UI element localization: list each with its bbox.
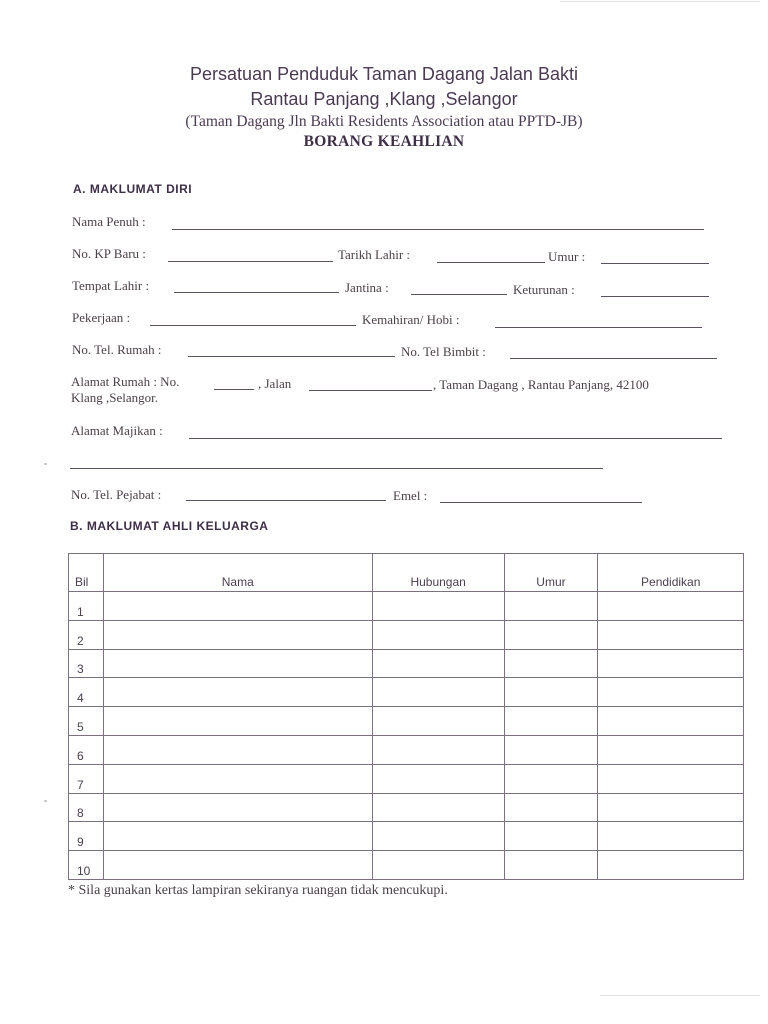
- cell-umur[interactable]: [504, 764, 598, 793]
- field-alamat-jalan[interactable]: [309, 390, 432, 391]
- cell-nama[interactable]: [103, 822, 372, 851]
- table-row: [69, 735, 744, 764]
- label-nama-penuh: Nama Penuh :: [72, 214, 146, 229]
- cell-pendidikan[interactable]: [598, 707, 744, 736]
- field-keturunan[interactable]: [601, 296, 709, 297]
- field-alamat-majikan[interactable]: [189, 438, 722, 439]
- row-number: 5: [69, 707, 104, 736]
- label-umur: Umur :: [548, 249, 586, 264]
- row-number: 10: [69, 851, 104, 880]
- cell-hubungan[interactable]: [372, 822, 504, 851]
- label-no-tel-pejabat: No. Tel. Pejabat :: [71, 487, 162, 502]
- field-nama-penuh[interactable]: [172, 229, 704, 230]
- label-tarikh-lahir: Tarikh Lahir :: [338, 247, 411, 262]
- col-header-bil: Bil: [69, 554, 104, 592]
- field-no-tel-pejabat[interactable]: [186, 500, 386, 501]
- scan-edge: [600, 995, 760, 996]
- org-name-line1: Persatuan Penduduk Taman Dagang Jalan Bakti: [190, 64, 578, 84]
- cell-hubungan[interactable]: [372, 678, 504, 707]
- col-header-umur: Umur: [504, 554, 598, 592]
- field-tempat-lahir[interactable]: [174, 292, 339, 293]
- col-header-hubungan: Hubungan: [372, 554, 504, 592]
- cell-umur[interactable]: [504, 707, 598, 736]
- label-emel: Emel :: [393, 488, 428, 503]
- field-no-tel-rumah[interactable]: [188, 356, 395, 357]
- cell-hubungan[interactable]: [372, 592, 504, 621]
- cell-nama[interactable]: [103, 793, 372, 822]
- table-row: [69, 822, 744, 851]
- label-tempat-lahir: Tempat Lahir :: [72, 278, 150, 293]
- label-keturunan: Keturunan :: [513, 282, 575, 297]
- cell-umur[interactable]: [504, 851, 598, 880]
- table-row: [69, 620, 744, 649]
- cell-pendidikan[interactable]: [598, 822, 744, 851]
- field-kemahiran-hobi[interactable]: [495, 327, 702, 328]
- label-alamat-klang: Klang ,Selangor.: [71, 390, 159, 405]
- label-alamat-jalan: , Jalan: [258, 376, 292, 391]
- form-title: BORANG KEAHLIAN: [303, 133, 465, 150]
- table-row: [69, 764, 744, 793]
- cell-hubungan[interactable]: [372, 764, 504, 793]
- cell-pendidikan[interactable]: [598, 620, 744, 649]
- row-number: 8: [69, 793, 104, 822]
- row-number: 6: [69, 735, 104, 764]
- scan-speck: [44, 463, 47, 465]
- field-emel[interactable]: [440, 502, 642, 503]
- field-alamat-no[interactable]: [214, 389, 254, 390]
- table-row: [69, 649, 744, 678]
- table-row: [69, 592, 744, 621]
- cell-hubungan[interactable]: [372, 735, 504, 764]
- org-name-line2: Rantau Panjang ,Klang ,Selangor: [250, 89, 518, 109]
- row-number: 1: [69, 592, 104, 621]
- label-alamat-rumah: Alamat Rumah : No.: [71, 374, 180, 389]
- cell-nama[interactable]: [103, 851, 372, 880]
- col-header-nama: Nama: [103, 554, 372, 592]
- label-no-kp-baru: No. KP Baru :: [72, 246, 146, 261]
- section-a-title: A. MAKLUMAT DIRI: [73, 182, 193, 196]
- cell-pendidikan[interactable]: [598, 793, 744, 822]
- section-b-title: B. MAKLUMAT AHLI KELUARGA: [70, 519, 269, 533]
- row-number: 3: [69, 649, 104, 678]
- cell-hubungan[interactable]: [372, 649, 504, 678]
- row-number: 9: [69, 822, 104, 851]
- cell-hubungan[interactable]: [372, 793, 504, 822]
- table-row: [69, 707, 744, 736]
- field-no-tel-bimbit[interactable]: [510, 358, 717, 359]
- cell-pendidikan[interactable]: [598, 678, 744, 707]
- cell-nama[interactable]: [103, 764, 372, 793]
- label-alamat-majikan: Alamat Majikan :: [71, 423, 163, 438]
- scan-edge: [560, 1, 760, 2]
- cell-umur[interactable]: [504, 735, 598, 764]
- cell-pendidikan[interactable]: [598, 592, 744, 621]
- cell-umur[interactable]: [504, 620, 598, 649]
- cell-pendidikan[interactable]: [598, 851, 744, 880]
- cell-pendidikan[interactable]: [598, 649, 744, 678]
- label-pekerjaan: Pekerjaan :: [72, 310, 131, 325]
- family-members-table: [68, 553, 744, 880]
- cell-pendidikan[interactable]: [598, 735, 744, 764]
- cell-umur[interactable]: [504, 592, 598, 621]
- field-pekerjaan[interactable]: [150, 325, 356, 326]
- label-no-tel-rumah: No. Tel. Rumah :: [72, 342, 162, 357]
- label-no-tel-bimbit: No. Tel Bimbit :: [401, 344, 486, 359]
- cell-hubungan[interactable]: [372, 620, 504, 649]
- cell-nama[interactable]: [103, 592, 372, 621]
- scan-speck: [44, 800, 47, 802]
- field-tarikh-lahir[interactable]: [437, 262, 545, 263]
- cell-nama[interactable]: [103, 649, 372, 678]
- cell-umur[interactable]: [504, 649, 598, 678]
- table-row: [69, 851, 744, 880]
- field-alamat-majikan-line2[interactable]: [70, 468, 603, 469]
- col-header-pendidikan: Pendidikan: [598, 554, 744, 592]
- field-umur[interactable]: [601, 263, 709, 264]
- row-number: 7: [69, 764, 104, 793]
- row-number: 4: [69, 678, 104, 707]
- cell-umur[interactable]: [504, 793, 598, 822]
- org-name-line3: (Taman Dagang Jln Bakti Residents Association atau PPTD-JB): [185, 113, 583, 130]
- table-row: [69, 793, 744, 822]
- cell-nama[interactable]: [103, 678, 372, 707]
- cell-hubungan[interactable]: [372, 851, 504, 880]
- footnote: * Sila gunakan kertas lampiran sekiranya ruangan tidak mencukupi.: [68, 883, 448, 898]
- table-row: [69, 678, 744, 707]
- cell-nama[interactable]: [103, 707, 372, 736]
- cell-hubungan[interactable]: [372, 707, 504, 736]
- field-jantina[interactable]: [411, 294, 507, 295]
- field-no-kp-baru[interactable]: [168, 261, 333, 262]
- cell-umur[interactable]: [504, 678, 598, 707]
- cell-nama[interactable]: [103, 620, 372, 649]
- table-header-row: [69, 554, 744, 592]
- label-alamat-taman: , Taman Dagang , Rantau Panjang, 42100: [433, 377, 649, 392]
- cell-pendidikan[interactable]: [598, 764, 744, 793]
- cell-umur[interactable]: [504, 822, 598, 851]
- label-jantina: Jantina :: [345, 280, 389, 295]
- row-number: 2: [69, 620, 104, 649]
- label-kemahiran-hobi: Kemahiran/ Hobi :: [362, 312, 460, 327]
- cell-nama[interactable]: [103, 735, 372, 764]
